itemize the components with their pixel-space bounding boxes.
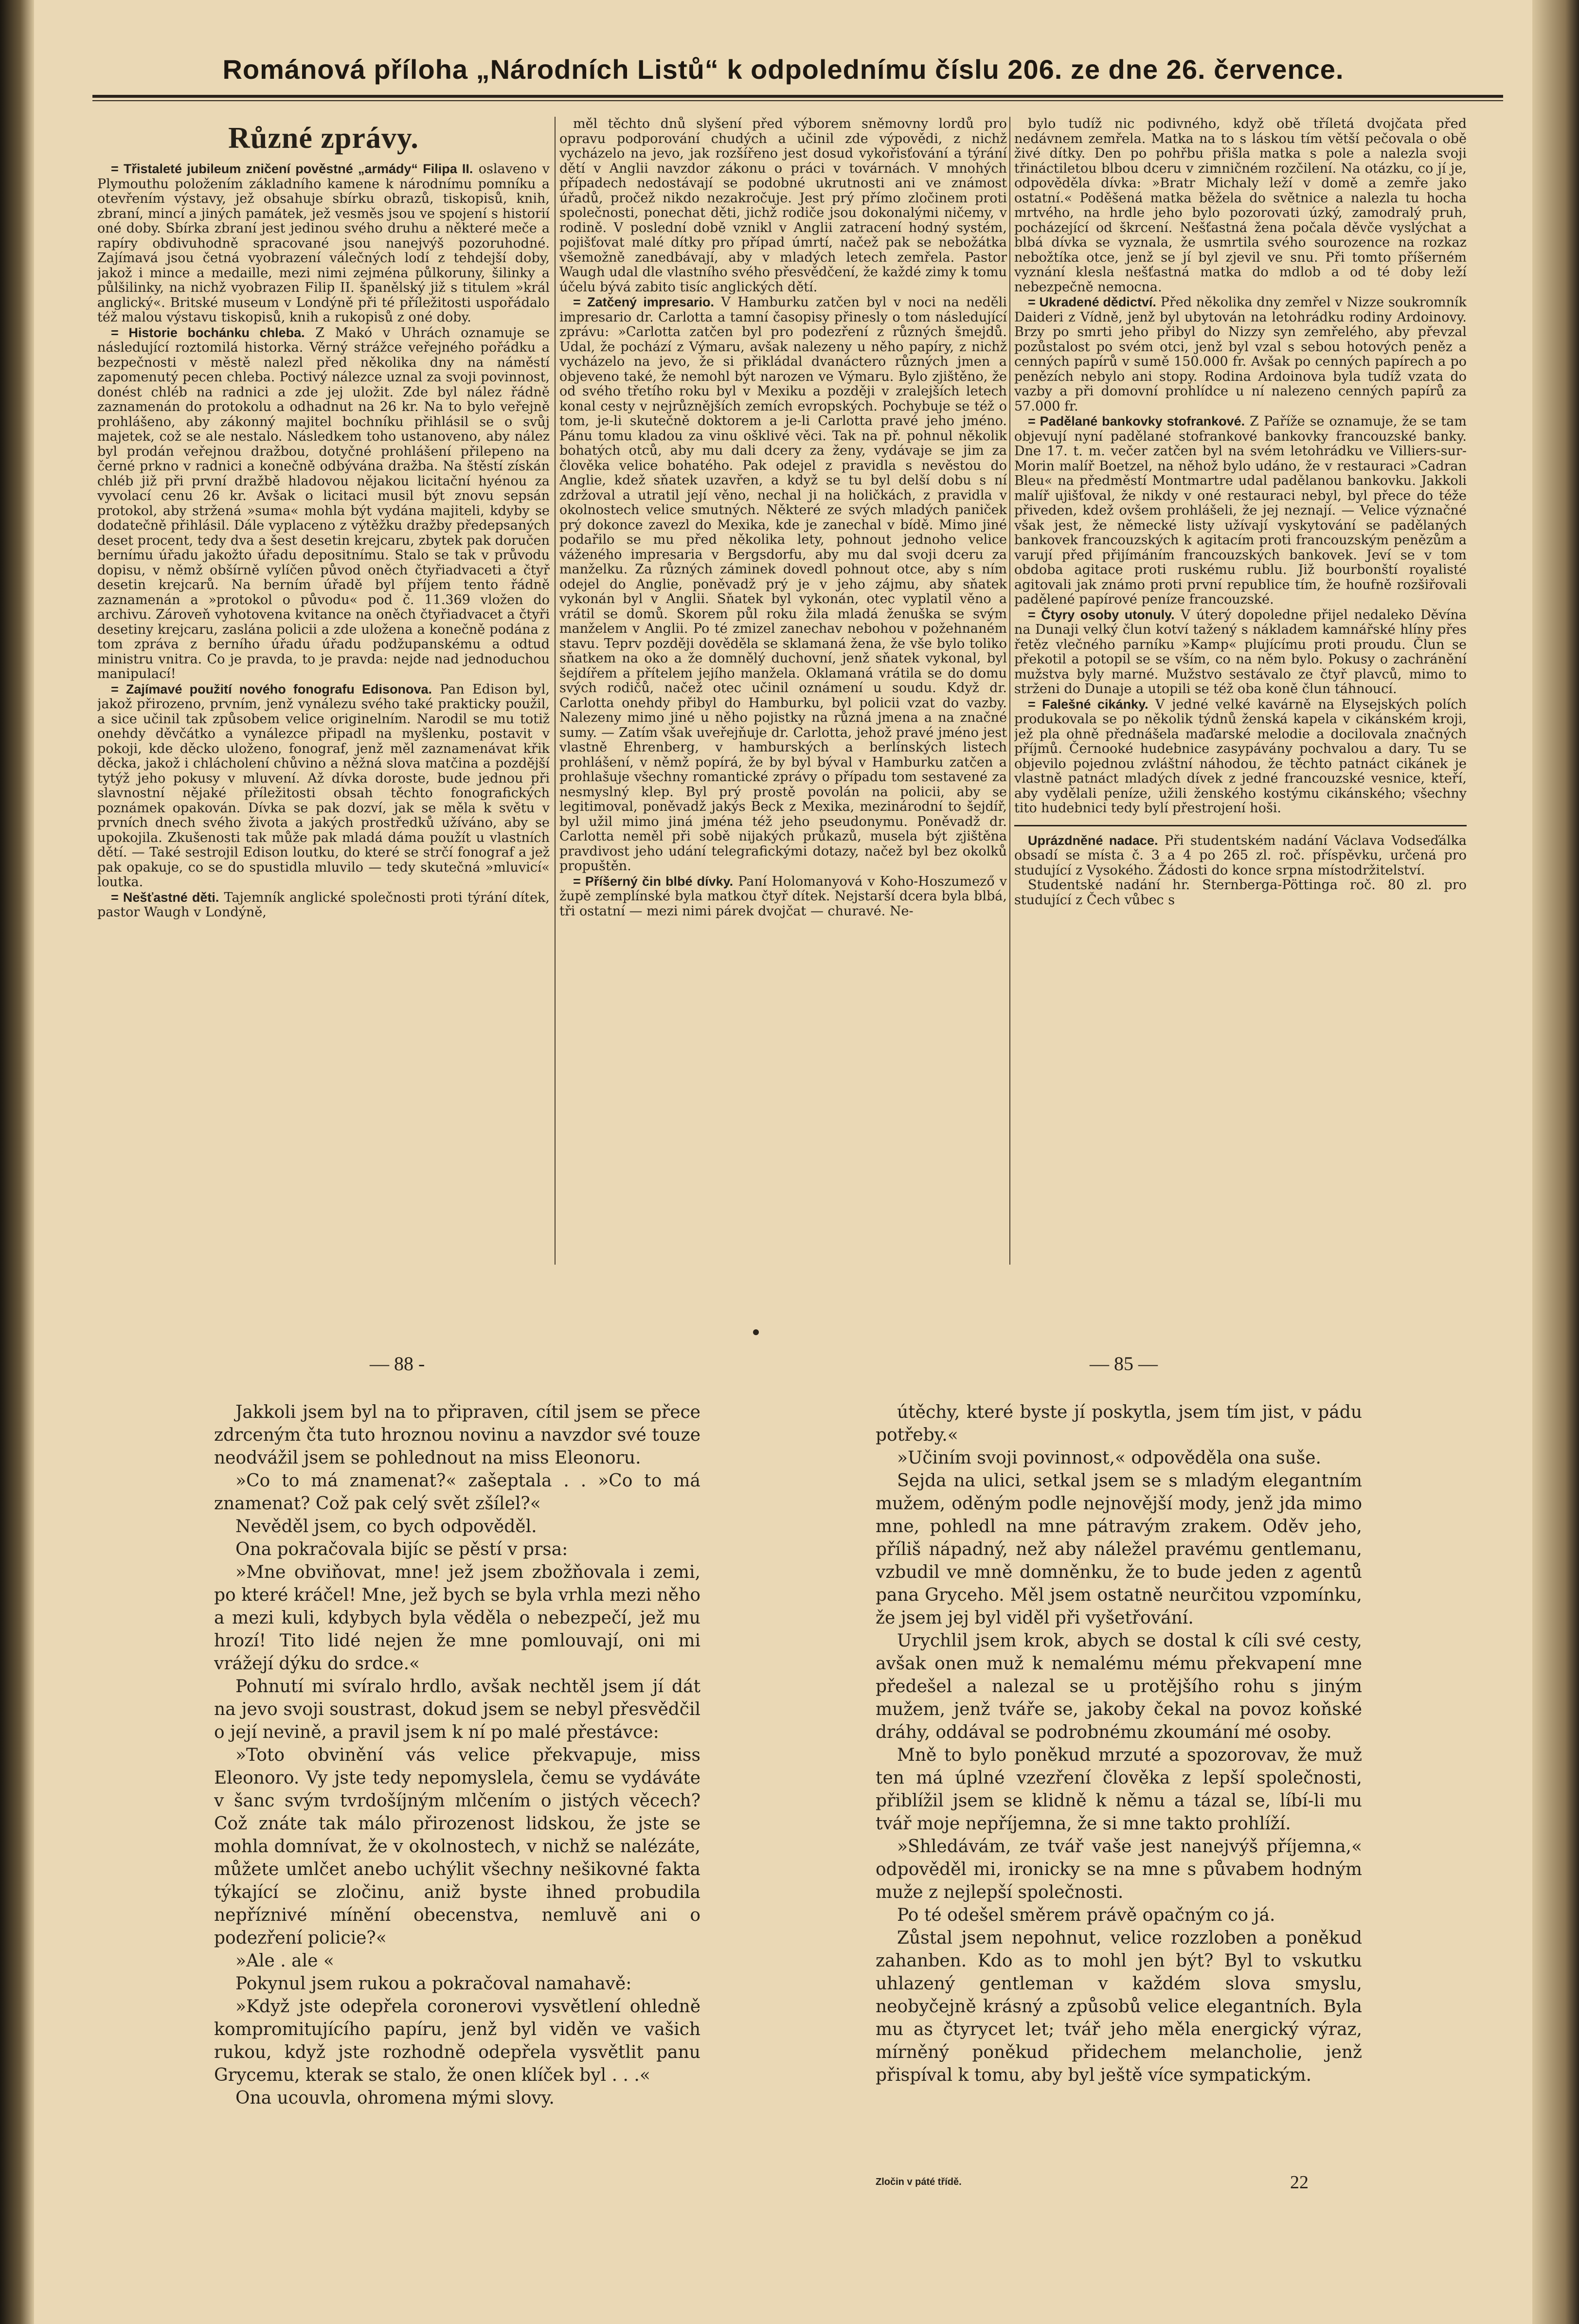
news-item <box>559 874 1007 919</box>
news-item-text: V Hamburku zatčen byl v noci na neděli impresario dr. Carlotta a tamní časopisy přinesly o tom následující zprávu: »Carlotta zatčen byl pro podezření z různých šmejdů. Udal, že pochází z Výmaru, avšak nalezeny u něho papíry, z nichž vycházelo na jevo, že si přikládal dvanáctero různých jmen a objeveno také, že nemohl být narozen ve Výmaru. Bylo zjištěno, že od svého třetího roku byl v Mexiku a později v zralejších letech konal cesty v nejrůznějších zemích evropských. Pochybuje se též o tom, je-li skutečně doktorem a je-li Carlotta pravé jeho jméno. Pánu tomu kladou za vinu ošklivé věci. Tak na př. pohnul několik bohatých otců, aby mu dali dcery za ženy, vydávaje se jim za člověka velice bohatého. Pak odejel z pravidla s nevěstou do Anglie, kdež sňatek uzavřen, a když se tu byl delší dobu s ní zdržoval a utratil její věno, nechal ji na holičkách, z pravidla v okolnostech velice smutných. Některé ze svých mladých paniček prý dokonce zavezl do Mexika, kde je zanechal v bídě. Mimo jiné podařilo se mu před několika lety, pohnout jednoho velice váženého impresaria v Bergsdorfu, aby mu dal svoji dceru za manželku. Za různých záminek dovedl pohnout otce, aby s ním odejel do Anglie, poněvadž prý je v jeho zájmu, aby sňatek vykonán byl v Anglii. Sňatek byl vykonán, otec vyplatil věno a vrátil se domů. Skorem půl roku žila mladá ženuška se svým manželem v Anglii. Po té zmizel zanechav nebohou v požehnaném stavu. Teprv později dověděla se sklamaná žena, že vše bylo toliko sňatkem na oko a že domnělý duchovní, jenž sňatek vykonal, byl šejdířem a přítelem jejího manžela. Oklamaná vrátila se do domu svých rodičů, načež otec učinil oznámení u soudu. Když dr. Carlotta onehdy přibyl do Hamburku, byl policii vzat do vazby. Nalezeny mimo jiné u něho pojistky na různá jmena a na značné sumy. — Zatím však uveřejňuje dr. Carlotta, jehož pravé jméno jest vlastně Ehrenberg, v hamburských a berlínských listech prohlášení, v němž popírá, že by byl býval v Hamburku zatčen a prohlašuje všechny romantické zprávy o případu tom sestavené za nesmyslný klep. Byl prý prostě povolán na policii, aby se legitimoval, poněvadž jakýs Beck z Mexika, mezinárodní to šejdíř, byl užil mimo jiná jména též jeho pseudonymu. Poněvadž dr. Carlotta neměl při sobě nijakých průkazů, musela být zjištěna pravdivost jeho udání telegrafickými dotazy, načež byl bez okolků propuštěn. <box>559 295 1007 874</box>
news-section-title: Různé zprávy. <box>228 122 419 155</box>
story-paragraph: Pohnutí mi svíralo hrdlo, avšak nechtěl jsem jí dát na jevo svoji soustrast, dokud jsem se nebyl přesvědčil o její nevině, a pravil jsem k ní po malé přestávce: <box>214 1677 700 1742</box>
section-divider <box>1014 825 1467 826</box>
serial-story-right <box>876 1401 1362 2160</box>
story-paragraph: útěchy, které byste jí poskytla, jsem tím jist, v pádu potřeby.« <box>876 1402 1362 1445</box>
news-item <box>1014 697 1467 816</box>
notice-text: Při studentském nadání Václava Vodseďálka obsadí se místa č. 3 a 4 po 265 zl. roč. příspěvku, určená pro studující z Vysokého. Žádosti do konce srpna místodržitelství. <box>1014 833 1467 878</box>
news-column-3 <box>1014 117 1467 1269</box>
story-paragraph: »Když jste odepřela coronerovi vysvětlení ohledně kompromitujícího papíru, jenž byl viděn ve vašich rukou, když jste rozhodně odepřela vysvětlit panu Grycemu, kterak se stalo, že onen klíček byl . . .« <box>214 1997 700 2085</box>
news-item-text: Před několika dny zemřel v Nizze soukromník Daideri z Vídně, jenž byl ubytován na letohrádku rodiny Ardoinovy. Brzy po smrti jeho přibyl do Nizzy syn zemřelého, aby převzal pozůstalost po svém otci, jenž byl vzal s sebou hotových peněz a cenných papírů v sumě 150.000 fr. Avšak po cenných papírech a po penězích nebylo ani stopy. Rodina Ardoinova byla tudíž vzata do vazby a při domovní prohlídce u ní nalezeno cenných papírů za 57.000 fr. <box>1014 295 1467 414</box>
news-column-1 <box>97 117 550 1269</box>
masthead: Románová příloha „Národních Listů“ k odpolednímu číslu 206. ze dne 26. července. <box>222 54 1344 85</box>
notice-paragraph-2: Studentské nadání hr. Sternberga-Pöttinga roč. 80 zl. pro studující z Čech vůbec s <box>1014 877 1467 908</box>
ink-dot <box>753 1329 759 1335</box>
page-number-right: — 85 — <box>1090 1353 1158 1375</box>
page-number-left: — 88 - <box>370 1353 425 1375</box>
news-item-heading: = Nešťastné děti. <box>111 890 219 905</box>
footer-signature: Zločin v páté třídě. <box>876 2177 962 2187</box>
news-item <box>1014 608 1467 697</box>
news-item <box>97 161 550 325</box>
story-paragraph: Nevěděl jsem, co bych odpověděl. <box>235 1517 537 1537</box>
serial-story-left <box>214 1401 700 2179</box>
news-items-2 <box>559 117 1007 919</box>
news-item-text: V úterý dopoledne přijel nedaleko Děvína na Dunaji velký člun kotví tažený s nákladem kamnářské hlíny přes řetěz vlečného parníku »Kamp« plujícímu proti proudu. Člun se překotil a potopil se se vším, co na něm bylo. Pokusy o zachránění mužstva byly marné. Mužstvo sestávalo ze čtyř plavců, mimo to strženi do Dunaje a utopili se též oba koně člun táhnoucí. <box>1014 607 1467 697</box>
story-paragraph: Ona pokračovala bijíc se pěstí v prsa: <box>235 1539 568 1559</box>
news-items-3 <box>1014 117 1467 816</box>
news-item-heading: = Padělané bankovky stofrankové. <box>1028 414 1245 429</box>
story-paragraph: Urychlil jsem krok, abych se dostal k cíli své cesty, avšak onen muž k nemalému mému překvapení mne předešel a nalezal se u protějšího rohu s jiným mužem, jenž tváře se, jakoby čekal na povoz koňské dráhy, oddával se podrobnému zkoumání mé osoby. <box>876 1631 1362 1742</box>
news-item <box>97 890 550 920</box>
news-item <box>559 295 1007 874</box>
news-item-text: oslaveno v Plymouthu položením základního kamene k národnímu pomníku a otevřením výstavy, jež obsahuje sbírku obrazů, tiskopisů, knih, zbraní, mincí a jiných památek, jež vesměs jsou ve spojení s historií oné doby. Sbírka zbraní jest jedinou svého druhu a některé meče a rapíry obdivuhodně spracované jsou nanejvýš pozoruhodné. Zajímavá jsou četná vyobrazení válečných lodí z tehdejší doby, jakož i mince a medaille, mezi nimi zejména půlkoruny, šilinky a půlšilinky, na nichž vyobrazen Filip II. španělský již s titulem »král anglický«. Britské museum v Londýně při té příležitosti uspořádalo též malou výstavu tiskopisů, knih a rukopisů z oné doby. <box>97 161 550 325</box>
news-item-text: bylo tudíž nic podivného, když obě tříletá dvojčata před nedávnem zemřela. Matka na to s láskou tím větší pečovala o obě živé dítky. Den po pohřbu přišla matka s pole a nalezla svoji třináctiletou blbou dceru v zimničném rozčilení. Na otázku, co jí je, odpověděla dívka: »Bratr Michaly leží v domě a zemře jako ostatní.« Poděšená matka běžela do světnice a nalezla tu hocha mrtvého, na hrdle jeho bylo pozorovati úzký, zamodralý pruh, pocházející od škrcení. Nešťastná žena počala děvče vyslýchat a blbá dívka se vyznala, že usmrtila svého sourozence na rozkaz nebožtíka otce, jenž se jí byl zjevil ve snu. Při tomto příšerném vyznání klesla nešťastná matka do mdlob a od té doby leží nebezpečně nemocna. <box>1014 117 1467 295</box>
notice-paragraph <box>1014 833 1467 878</box>
news-item-text: měl těchto dnů slyšení před výborem sněmovny lordů pro opravu podporování chudých a učinil zde výpovědi, z nichž vycházelo na jevo, jak rozšířeno jest dosud vykořisťování a týrání dětí v Anglii navzdor zákonu o práci v továrnách. V mnohých případech nedostávají se podobné ukrutnosti ani ve známost úřadů, pročež nikdo nezakročuje. Jest prý přímo zločinem proti společnosti, ponechat děti, jichž rodiče jsou dokonalými ničemy, v rodině. V poslední době vznikl v Anglii zatracení hodný systém, pojišťovat malé dítky pro případ úmrtí, načež pak se nebožátka všemožně zanedbávají, aby v mladých letech zemřela. Pastor Waugh udal dle vlastního svého přesvědčení, že každé zimy k tomu účelu bývá zabito tisíc anglických dětí. <box>559 117 1007 295</box>
news-item <box>1014 117 1467 295</box>
story-paragraph: »Mne obviňovat, mne! jež jsem zbožňovala i zemi, po které kráčel! Mne, jež bych se byla vrhla mezi něho a mezi kuli, kdybych byla věděla o nebezpečí, jež mu hrozí! Tito lidé nejen že mne pomlouvají, oni mi vrážejí dýku do srdce.« <box>214 1562 700 1674</box>
column-divider <box>1009 117 1010 1265</box>
news-item-heading: = Třistaleté jubileum zničení pověstné „armády“ Filipa II. <box>111 161 473 176</box>
footer-page-number: 22 <box>1290 2172 1309 2193</box>
news-item-text: V jedné velké kavárně na Elysejských polích produkovala se po několik týdnů ženská kapela v cikánském kroji, jež pla ohně přednášela maďarské melodie a docilovala značných příjmů. Černooké hudebnice zasypávány pochvalou a dary. Tu se objevilo pojednou zvláštní náhodou, že těchto patnáct cikánek je vlastně patnáct mladých dívek z jedné francouzské vesnice, kteří, aby vydělali peníze, užili ženského kostýmu cikánského; všechny tito hudebnici tedy bylí přestrojení hoši. <box>1014 697 1467 816</box>
notice-heading: Uprázdněné nadace. <box>1028 833 1158 848</box>
masthead-rule-thin <box>92 100 1503 101</box>
news-item-heading: = Čtyry osoby utonuly. <box>1028 607 1175 622</box>
news-item-heading: = Historie bochánku chleba. <box>111 325 305 340</box>
news-item-heading: = Zatčený impresario. <box>573 295 714 309</box>
news-item-heading: = Příšerný čin blbé dívky. <box>573 874 734 889</box>
news-items-1 <box>97 161 550 920</box>
news-item-heading: = Ukradené dědictví. <box>1028 295 1156 309</box>
story-paragraph: Ona ucouvla, ohromena mými slovy. <box>235 2088 555 2108</box>
news-item <box>1014 414 1467 608</box>
news-item <box>559 117 1007 295</box>
story-paragraph: Zůstal jsem nepohnut, velice rozzloben a poněkud zahanben. Kdo as to mohl jen být? Byl to vskutku uhlazený gentleman v každém slova smyslu, neobyčejně krásný a způsobů velice elegantních. Byla mu as čtyrycet let; tvář jeho měla energický výraz, mírněný poněkud přidechem melancholie, jenž přispíval k tomu, aby byl ještě více sympatickým. <box>876 1928 1362 2085</box>
story-paragraph: »Co to má znamenat?« zašeptala . . »Co to má znamenat? Což pak celý svět zšílel?« <box>214 1471 700 1514</box>
news-item-heading: = Falešné cikánky. <box>1028 697 1148 712</box>
story-paragraph: Sejda na ulici, setkal jsem se s mladým elegantním mužem, oděným podle nejnovější mody, jenž jda mimo mne, pohledl na mne pátravým zrakem. Oděv jeho, příliš nápadný, než aby náležel pravému gentlemanu, vzbudil ve mně domněnku, že to bude jeden z agentů pana Gryceho. Měl jsem ostatně neurčitou vzpomínku, že jsem jej byl viděl při vyšetřování. <box>876 1471 1362 1628</box>
story-paragraph: »Učiním svoji povinnost,« odpověděla ona suše. <box>897 1448 1321 1468</box>
story-paragraph: »Ale . ale « <box>235 1951 334 1971</box>
story-paragraph: Mně to bylo poněkud mrzuté a spozorovav, že muž ten má úplné vzezření člověka z lepší společnosti, přiblížil jsem se klidně k němu a tázal se, líbí-li mu tvář moje nepříjemna, že si mne takto prohlíží. <box>876 1745 1362 1834</box>
story-paragraph: Pokynul jsem rukou a pokračoval namahavě: <box>235 1974 632 1994</box>
news-item-heading: = Zajímavé použití nového fonografu Edisonova. <box>111 681 432 697</box>
story-paragraph: »Toto obvinění vás velice překvapuje, miss Eleonoro. Vy jste tedy nepomyslela, čemu se vydáváte v šanc svým tvrdošíjným mlčením o jistých věcech? Což znáte tak málo přirozenost lidskou, že jste se mohla domnívat, že v okolnostech, v nichž se nalézáte, můžete umlčet anebo uchýlit všechny nešikovné fakta týkající se zločinu, aniž byste ihned probudila nepříznivé mínění obecenstva, nemluvě ani o podezření policie?« <box>214 1745 700 1948</box>
news-item-text: Z Makó v Uhrách oznamuje se následující roztomilá historka. Věrný strážce veřejného pořádku a bezpečnosti v městě nalezl před několika dny na náměstí zapomenutý pecen chleba. Poctivý nálezce uznal za svoji povinnost, donést chléb na radnici a zde jej uložit. Zde byl nález řádně zaznamenán do protokolu a odhadnut na 26 kr. Na to bylo veřejně prohlášeno, aby zákonný majitel bochníku přihlásil se o svůj majetek, což se ale nestalo. Následkem toho ustanoveno, aby nález byl prodán veřejnou dražbou, dotyčné prohlášení přilepeno na černé prkno v radnici a konečně odbývána dražba. Na štěstí získán chléb již při první dražbě hladovou nějakou licitační hyénou za vyvolací cenu 26 kr. Avšak o licitaci musil být znovu sepsán protokol, aby stržená »suma« mohla být vydána majiteli, kdyby se dodatečně přihlásil. Dále vyplaceno z výtěžku dražby předepsaných deset procent, tedy dva a šest desetin krejcaru, zbytek pak doručen bernímu úřadu jakožto úřadu depositnímu. Stalo se tak v průvodu dopisu, v němž obšírně vylíčen původ oněch čtyřiadvaceti a čtyř desetin krejcarů. Na berním úřadě byl příjem tento řádně zaznamenán a »protokol o původu« pod č. 11.369 vložen do archivu. Zároveň vyhotovena kvitance na oněch čtyřiadvacet a čtyři desetiny krejcaru, zaslána policii a zde uložena a konečně podána z tom zpráva z berního úřadu úřadu podžupanskému a odtud ministru vnitra. Co je pravda, to je pravda: nejde nad jednoduchou manipulací! <box>97 325 550 681</box>
story-paragraph: »Shledávám, ze tvář vaše jest nanejvýš příjemna,« odpověděl mi, ironicky se na mne s půvabem hodným muže z nejlepší společnosti. <box>876 1837 1362 1902</box>
news-item-text: Paní Holomanyová v Koho-Hoszumező v župě zemplínské byla matkou čtyř dítek. Nejstarší dcera byla blbá, tři ostatní — mezi nimi párek dvojčat — churavé. Ne- <box>559 874 1007 919</box>
news-column-2 <box>559 117 1007 1269</box>
story-paragraph: Jakkoli jsem byl na to připraven, cítil jsem se přece zdrceným čta tuto hroznou novinu a navzdor své touze neodvážil jsem se pohlednout na miss Eleonoru. <box>214 1402 700 1468</box>
news-item <box>97 325 550 682</box>
column-divider <box>555 117 556 1265</box>
masthead-rule <box>92 95 1503 98</box>
news-item-text: Pan Edison byl, jakož přirozeno, prvním, jenž vynálezu svého také prakticky použil, a sice učinil tak způsobem velice originelním. Narodil se mu totiž onehdy děvčátko a vynálezce připadl na myšlenku, postavit v pokoji, kde děcko uloženo, fonograf, jenž měl zaznamenávat křik děcka, jakož i chlácholení chůvino a něžná slova matčina a pozdější tytýž jeho pokusy v mluvení. Až dívka doroste, bude jednou při slavnostní nějaké příležitosti obsah těchto fonografických poznámek opakován. Dívka se pak dozví, jak se měla k světu v prvních dnech svého života a jakých prostředků užíváno, aby se upokojila. Zkušenosti tak může pak mladá dáma použít u vlastních dětí. — Také sestrojil Edison loutku, do které se strčí fonograf a jež pak opakuje, co se do spustidla mluvilo — tedy skutečná »mluvicí« loutka. <box>97 681 550 890</box>
news-item-text: Tajemník anglické společnosti proti týrání dítek, pastor Waugh v Londýně, <box>97 890 550 920</box>
news-item <box>97 682 550 890</box>
news-item-text: Z Paříže se oznamuje, že se tam objevují nyní padělané stofrankové bankovky francouzské banky. Dne 17. t. m. večer zatčen byl na svém letohrádku ve Villiers-sur-Morin malíř Boetzel, na něhož bylo udáno, že v restauraci »Cadran Bleu« na předměstí Montmartre udal padělanou bankovku. Jakkoli malíř ujišťoval, že nikdy v oné restauraci nebyl, byl přece do téže přiveden, kdež ovšem prohlášeli, že jej neznají. — Velice význačné však jest, že německé listy užívají vyskytování se padělaných bankovek francouzských k agitacím proti francouzským penězům a varují před přijímáním francouzských bankovek. Jeví se v tom obdoba agitace proti ruskému rublu. Již bourbonští royalisté agitovali jak známo proti první republice tím, že houfně rozšiřovali padělené papírové peníze francouzské. <box>1014 414 1467 607</box>
news-item <box>1014 295 1467 414</box>
story-paragraph: Po té odešel směrem právě opačným co já. <box>897 1905 1275 1925</box>
